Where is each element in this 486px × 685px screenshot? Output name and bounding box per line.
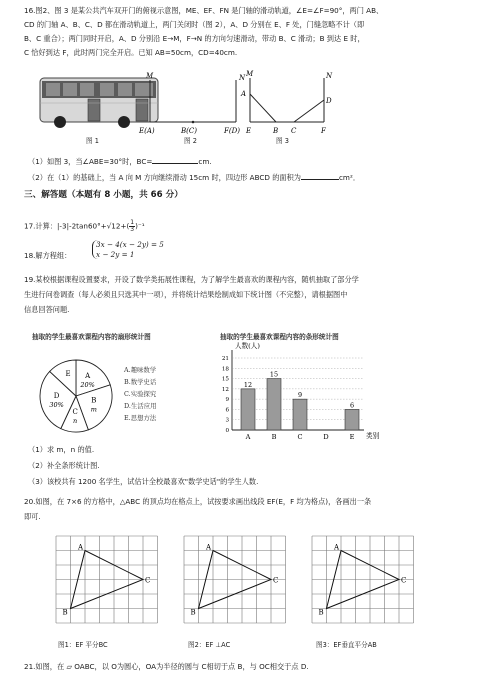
q16-part1 — [28, 156, 212, 167]
y-tick-label: 3 — [225, 417, 229, 424]
pie-slice-value-A: 20% — [80, 380, 95, 389]
bar-A — [241, 389, 255, 430]
q16-line2: CD 的门轴 A、B、C、D 都在滑动轨道上，两门关闭时（图 2），A、D 分别在 E、F 处，门缝忽略不计（即 — [24, 20, 365, 29]
q20-grids — [36, 528, 466, 656]
q16-part2-text: （2）在（1）的基础上，当 A 向 M 方向继续滑动 15cm 时，四边形 ABCD 的面积为 — [28, 173, 301, 182]
fig1-caption: 图 1 — [86, 137, 99, 145]
fig2-label-N: N — [239, 74, 246, 82]
q19-q2: （2）补全条形统计图. — [28, 461, 100, 470]
y-tick-label: 12 — [221, 386, 229, 393]
fig2-label-E: E(A) — [139, 127, 155, 135]
q19-line1: 19.某校根据课程设置要求，开设了数学类拓展性课程，为了解学生最喜欢的课程内容，随机抽取了部分学 — [24, 275, 359, 284]
fig2-label-M: M — [146, 72, 154, 80]
bar-chart — [214, 330, 390, 442]
fig3-label-N: N — [326, 72, 333, 80]
fig3-label-C: C — [291, 127, 297, 135]
pie-legend-item: C.实验探究 — [124, 390, 157, 398]
pie-slice-label-B: B — [91, 396, 97, 405]
q18-eq2: x − 2y = 1 — [96, 249, 135, 259]
fig3-label-E: E — [246, 127, 252, 135]
q17-fraction: $\frac{1}{3}$ — [130, 219, 135, 233]
answer-blank — [301, 172, 339, 180]
x-axis-label: 类别 — [366, 432, 380, 440]
grid-figure-3 — [312, 536, 414, 623]
answer-blank — [152, 156, 198, 164]
q17-sqrt: √12 — [106, 221, 121, 231]
fig3-label-A: A — [241, 90, 247, 98]
x-tick-label: A — [245, 433, 251, 441]
bar-C — [293, 399, 307, 430]
y-axis-label: 人数(人) — [235, 342, 260, 350]
grid-figure-1 — [56, 536, 158, 623]
bar-value-label-B: 15 — [269, 370, 279, 379]
pie-slice-label-C: C — [72, 407, 78, 416]
figure-3 — [236, 66, 346, 146]
pie-chart-title: 抽取的学生最喜欢课程内容的扇形统计图 — [32, 333, 151, 341]
q16-part2 — [28, 172, 360, 183]
q20-caption-1: 图1：EF 平分BC — [58, 641, 108, 649]
y-tick-label: 18 — [221, 366, 229, 373]
bar-bars — [241, 371, 359, 430]
pie-legend-item: D.生活应用 — [124, 402, 157, 410]
x-tick-label: B — [271, 433, 277, 441]
q21-text: 21.如图，在 ▱ OABC，以 O为圆心，OA为半径的圆与 C相切于点 B，与 OC相交于点 D. — [24, 662, 309, 671]
q16-part1-text: （1）如图 3，当∠ABE=30°时，BC= — [28, 157, 153, 166]
q17-exponent: )⁻¹ — [135, 221, 145, 231]
y-tick-label: 6 — [225, 407, 229, 414]
q16-part1-unit: cm. — [198, 157, 212, 166]
grid-figure-2 — [184, 536, 286, 623]
bar-value-label-A: 12 — [243, 380, 253, 389]
label-A: A — [206, 543, 212, 552]
label-A: A — [334, 543, 340, 552]
pie-chart — [28, 330, 208, 442]
bar-value-label-E: 6 — [349, 401, 355, 410]
pie-slice-value-C: n — [73, 416, 78, 425]
x-tick-label: D — [323, 433, 329, 441]
x-tick-label: E — [349, 433, 355, 441]
fig2-label-BC: B(C) — [181, 127, 197, 135]
label-C: C — [273, 576, 279, 585]
pie-slice-value-D: 30% — [49, 400, 64, 409]
q16-line1: 16.图2、图 3 是某公共汽车双开门的俯视示意图，ME、EF、FN 是门轴的滑动轨道，∠E=∠F=90°，两门 AB、 — [24, 6, 384, 15]
q16-line3: B、C 重合）；两门同时开启，A、D 分别沿 E→M，F→N 的方向匀速滑动，带动 B、C 滑动；B 到达 E 时， — [24, 34, 365, 43]
pie-legend — [123, 365, 157, 422]
q17-text: 17.计算：|-3|-2tan60°+ — [24, 221, 107, 231]
grid-figures — [56, 536, 414, 623]
fig3-label-B: B — [273, 127, 279, 135]
label-B: B — [318, 608, 324, 617]
q16-line4: C 恰好到达 F，此时两门完全开启。已知 AB=50cm，CD=40cm. — [24, 48, 238, 57]
y-tick-label: 15 — [221, 376, 229, 383]
y-tick-label: 21 — [221, 356, 229, 362]
bar-B — [267, 379, 281, 430]
section-heading: 三、解答题（本题有 8 小题，共 66 分） — [24, 190, 183, 200]
x-tick-label: C — [297, 433, 303, 441]
pie-legend-item: B.数学史话 — [124, 378, 157, 386]
q18-label: 18.解方程组： — [24, 251, 72, 260]
q20-line1: 20.如图，在 7×6 的方格中，△ABC 的顶点均在格点上，试按要求画出线段 EF(E，F 均为格点)，各画出一条 — [24, 497, 372, 506]
q20-caption-3: 图3：EF垂直平分AB — [316, 641, 377, 649]
bar-E — [345, 409, 359, 430]
fig2-caption: 图 2 — [184, 137, 197, 145]
q19-q3: （3）该校共有 1200 名学生，试估计全校最喜欢"数学史话"的学生人数. — [28, 477, 259, 486]
pie-legend-item: E.思想方法 — [124, 414, 157, 422]
label-C: C — [145, 576, 151, 585]
fig3-label-M: M — [246, 70, 254, 78]
y-tick-label: 0 — [225, 428, 229, 434]
q18-system — [92, 240, 164, 259]
pie-slice-label-D: D — [53, 391, 60, 400]
bar-chart-title: 抽取的学生最喜欢课程内容的条形统计图 — [220, 333, 339, 341]
label-C: C — [401, 576, 407, 585]
q17 — [24, 220, 145, 233]
pie-slice-label-E: E — [65, 369, 71, 378]
label-B: B — [190, 608, 196, 617]
q19-line2: 生进行问卷调查（每人必须且只选其中一项），并将统计结果绘制成如下统计图（不完整），请根据图中 — [24, 290, 348, 299]
pie-slice-label-A: A — [85, 371, 91, 380]
y-tick-label: 9 — [225, 397, 229, 404]
pie-slice-value-B: m — [90, 405, 97, 414]
q20-line2: 即可. — [24, 512, 41, 521]
q19-line3: 信息回答问题. — [24, 305, 70, 314]
bar-value-label-C: 9 — [297, 391, 303, 400]
q18-eq1: 3x − 4(x − 2y) = 5 — [96, 240, 164, 249]
q19-q1: （1）求 m，n 的值. — [28, 445, 95, 454]
q20-caption-2: 图2：EF ⊥AC — [188, 641, 231, 649]
fig3-label-F: F — [321, 127, 326, 135]
fig3-label-D: D — [326, 97, 332, 105]
label-B: B — [62, 608, 68, 617]
fig2-label-F: F(D) — [224, 127, 240, 135]
q17-paren: +( — [120, 221, 130, 231]
q16-part2-unit: cm²． — [338, 173, 361, 182]
fig3-caption: 图 3 — [276, 137, 289, 145]
label-A: A — [78, 543, 84, 552]
pie-legend-item: A.趣味数学 — [124, 366, 157, 374]
